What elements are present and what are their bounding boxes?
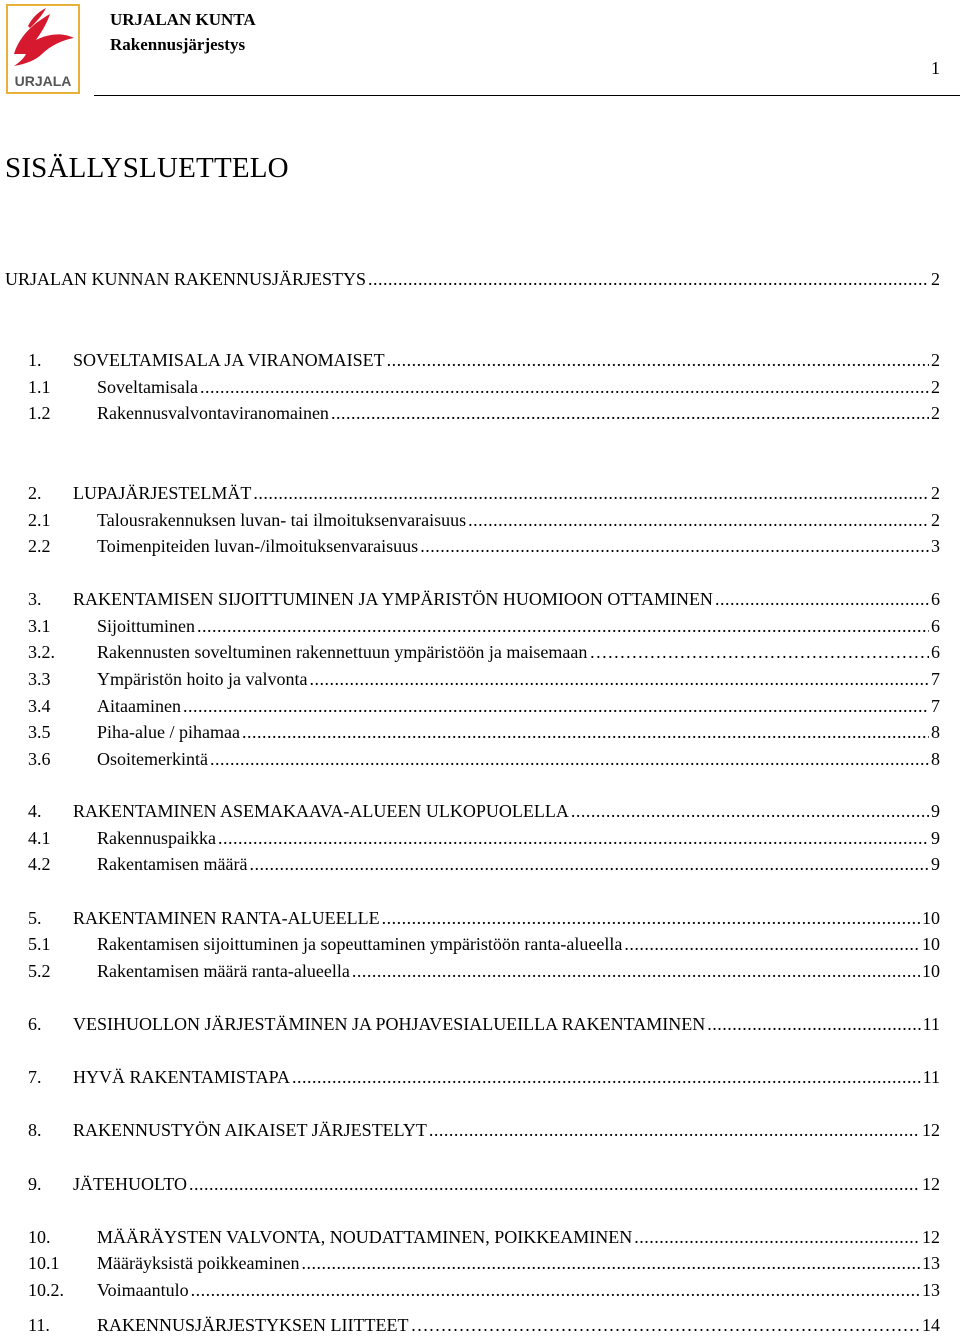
toc-entry-label: Voimaantulo [97,1280,189,1300]
toc-entry-number: 11. [28,1315,50,1335]
toc-entry-number: 5. [28,908,42,928]
toc-entry-number: 10.2. [28,1280,64,1300]
toc-entry-line [73,1172,940,1196]
toc-entry-label: Toimenpiteiden luvan-/ilmoituksenvaraisuus [97,536,419,556]
page-title: SISÄLLYSLUETTELO [5,152,289,184]
toc-entry-label: RAKENTAMISEN SIJOITTUMINEN JA YMPÄRISTÖN HUOMIOON OTTAMINEN [73,589,713,609]
toc-entry-page: 2 [931,403,940,423]
toc-entry[interactable] [0,375,960,399]
toc-dot-leader [200,375,929,399]
toc-entry-line [97,694,940,718]
toc-entry-page: 7 [931,696,940,716]
toc-entry[interactable] [0,1251,960,1275]
toc-entry-label: RAKENNUSTYÖN AIKAISET JÄRJESTELYT [73,1120,427,1140]
toc-dot-leader [242,720,929,744]
toc-dot-leader [183,694,929,718]
toc-entry-label: Rakennusvalvontaviranomainen [97,403,329,423]
toc-entry-line [97,826,940,850]
toc-entry-label: RAKENNUSJÄRJESTYKSEN LIITTEET [97,1315,409,1335]
toc-entry-number: 2.1 [28,510,51,530]
toc-entry-label: SOVELTAMISALA JA VIRANOMAISET [73,350,385,370]
toc-entry-page: 2 [931,483,940,503]
toc-entry-label: MÄÄRÄYSTEN VALVONTA, NOUDATTAMINEN, POIKKEAMINEN [97,1227,633,1247]
toc-entry-number: 9. [28,1174,42,1194]
toc-entry-number: 3.5 [28,722,51,742]
toc-entry[interactable] [0,826,960,850]
toc-dot-leader [331,401,929,425]
toc-entry[interactable] [0,348,960,372]
toc-dot-leader [249,852,929,876]
toc-entry-label: RAKENTAMINEN RANTA-ALUEELLE [73,908,380,928]
toc-entry-page: 9 [931,854,940,874]
toc-entry-page: 12 [922,1227,940,1247]
toc-entry-line [73,799,940,823]
toc-entry-page: 6 [931,642,940,662]
toc-entry[interactable] [0,1278,960,1302]
toc-entry[interactable] [0,614,960,638]
toc-entry-number: 10.1 [28,1253,60,1273]
toc-entry-label: Piha-alue / pihamaa [97,722,240,742]
toc-entry-number: 1.2 [28,403,51,423]
toc-entry-label: Rakentamisen määrä [97,854,248,874]
toc-entry-number: 2.2 [28,536,51,556]
toc-entry-number: 3.6 [28,749,51,769]
toc-dot-leader [420,534,929,558]
toc-entry-page: 13 [922,1253,940,1273]
toc-entry[interactable] [0,694,960,718]
toc-entry-line [5,267,940,291]
toc-entry-number: 3.2. [28,642,55,662]
toc-entry-line [97,720,940,744]
toc-entry[interactable] [0,906,960,930]
toc-entry[interactable] [0,640,960,664]
toc-entry-number: 1. [28,350,42,370]
toc-entry-page: 9 [931,828,940,848]
toc-dot-leader [210,747,929,771]
toc-dot-leader [301,1251,920,1275]
toc-entry-line [97,1313,940,1337]
toc-dot-leader [571,799,929,823]
toc-entry-page: 10 [922,908,940,928]
toc-entry-number: 4.1 [28,828,51,848]
header-document-name: Rakennusjärjestys [110,35,246,54]
toc-entry-number: 4. [28,801,42,821]
toc-entry-page: 2 [931,350,940,370]
toc-entry-page: 7 [931,669,940,689]
toc-entry-label: Määräyksistä poikkeaminen [97,1253,300,1273]
toc-entry-line [97,747,940,771]
toc-dot-leader [368,267,929,291]
toc-entry-page: 10 [922,934,940,954]
toc-entry[interactable] [0,508,960,532]
toc-entry-label: Talousrakennuksen luvan- tai ilmoituksenvaraisuus [97,510,467,530]
toc-entry[interactable] [0,401,960,425]
toc-entry-line [97,534,940,558]
toc-entry-line [97,667,940,691]
toc-entry-number: 1.1 [28,377,51,397]
toc-entry-page: 10 [922,961,940,981]
toc-entry-number: 3.1 [28,616,51,636]
toc-entry-number: 8. [28,1120,42,1140]
toc-entry-number: 6. [28,1014,42,1034]
toc-entry-line [73,481,940,505]
toc-entry-label: Rakentamisen määrä ranta-alueella [97,961,350,981]
toc-entry-number: 5.1 [28,934,51,954]
toc-dot-leader [191,1278,920,1302]
toc-entry-page: 13 [922,1280,940,1300]
toc-entry-page: 9 [931,801,940,821]
svg-text:URJALA: URJALA [14,73,72,89]
toc-entry-label: Rakentamisen sijoittuminen ja sopeuttaminen ympäristöön ranta-alueella [97,934,623,954]
toc-dot-leader [309,667,929,691]
toc-dot-leader [197,614,929,638]
toc-entry-line [97,614,940,638]
toc-entry-line [73,906,940,930]
toc-dot-leader [218,826,929,850]
toc-entry-page: 6 [931,616,940,636]
toc-entry-label: LUPAJÄRJESTELMÄT [73,483,252,503]
toc-entry-line [97,1225,940,1249]
toc-entry-page: 8 [931,722,940,742]
toc-entry[interactable] [0,932,960,956]
toc-dot-leader [429,1118,920,1142]
toc-dot-leader [468,508,929,532]
toc-entry-label: HYVÄ RAKENTAMISTAPA [73,1067,290,1087]
toc-entry[interactable] [0,481,960,505]
toc-entry-page: 12 [922,1174,940,1194]
toc-entry-label: Osoitemerkintä [97,749,208,769]
toc-dot-leader [707,1012,920,1036]
toc-entry-page: 3 [931,536,940,556]
toc-entry-label: Sijoittuminen [97,616,196,636]
toc-entry-number: 3.3 [28,669,51,689]
toc-entry-page: 2 [931,510,940,530]
toc-dot-leader [352,959,920,983]
toc-dot-leader [292,1065,921,1089]
toc-dot-leader [589,640,929,664]
toc-entry-label: URJALAN KUNNAN RAKENNUSJÄRJESTYS [5,269,367,289]
toc-entry-line [97,640,940,664]
toc-entry-number: 10. [28,1227,51,1247]
toc-entry-line [73,587,940,611]
toc-entry-line [73,348,940,372]
toc-dot-leader [410,1313,920,1337]
toc-entry[interactable] [0,1313,960,1337]
toc-entry[interactable] [0,667,960,691]
toc-dot-leader [387,348,929,372]
toc-entry-page: 14 [922,1315,940,1335]
toc-entry-line [73,1012,940,1036]
toc-entry-page: 11 [922,1067,940,1087]
toc-entry[interactable] [0,747,960,771]
toc-dot-leader [382,906,920,930]
toc-entry-line [97,375,940,399]
toc-dot-leader [189,1172,920,1196]
toc-entry-label: Ympäristön hoito ja valvonta [97,669,308,689]
toc-entry-line [97,1251,940,1275]
toc-entry-line [73,1065,940,1089]
toc-entry-number: 3. [28,589,42,609]
toc-entry-number: 3.4 [28,696,51,716]
toc-entry-line [97,959,940,983]
toc-entry-line [73,1118,940,1142]
toc-entry-page: 2 [931,377,940,397]
toc-entry-number: 7. [28,1067,42,1087]
toc-entry-number: 5.2 [28,961,51,981]
toc-entry-page: 11 [922,1014,940,1034]
toc-entry-label: RAKENTAMINEN ASEMAKAAVA-ALUEEN ULKOPUOLELLA [73,801,569,821]
toc-dot-leader [715,587,929,611]
toc-entry[interactable] [0,534,960,558]
toc-entry[interactable] [0,799,960,823]
toc-entry[interactable] [0,1065,960,1089]
toc-entry-line [97,401,940,425]
toc-entry-label: Aitaaminen [97,696,181,716]
toc-entry[interactable] [0,1012,960,1036]
toc-entry-label: Rakennusten soveltuminen rakennettuun ympäristöön ja maisemaan [97,642,588,662]
toc-entry[interactable] [0,1172,960,1196]
toc-entry[interactable] [0,959,960,983]
toc-entry[interactable] [0,852,960,876]
toc-entry-number: 4.2 [28,854,51,874]
toc-entry-label: Soveltamisala [97,377,198,397]
toc-entry-line [97,1278,940,1302]
toc-dot-leader [253,481,929,505]
toc-entry[interactable] [0,267,960,291]
page-number: 1 [931,58,940,78]
toc-entry-page: 6 [931,589,940,609]
toc-entry-page: 2 [931,269,940,289]
toc-entry[interactable] [0,587,960,611]
toc-entry-page: 8 [931,749,940,769]
toc-dot-leader [624,932,920,956]
toc-entry[interactable] [0,1118,960,1142]
toc-entry-line [97,852,940,876]
toc-entry-label: Rakennuspaikka [97,828,216,848]
toc-entry[interactable] [0,1225,960,1249]
toc-entry[interactable] [0,720,960,744]
toc-entry-line [97,932,940,956]
toc-entry-line [97,508,940,532]
toc-dot-leader [634,1225,920,1249]
toc-entry-label: JÄTEHUOLTO [73,1174,188,1194]
toc-entry-label: VESIHUOLLON JÄRJESTÄMINEN JA POHJAVESIALUEILLA RAKENTAMINEN [73,1014,706,1034]
toc-entry-page: 12 [922,1120,940,1140]
header-organization: URJALAN KUNTA [110,10,256,29]
toc-entry-number: 2. [28,483,42,503]
